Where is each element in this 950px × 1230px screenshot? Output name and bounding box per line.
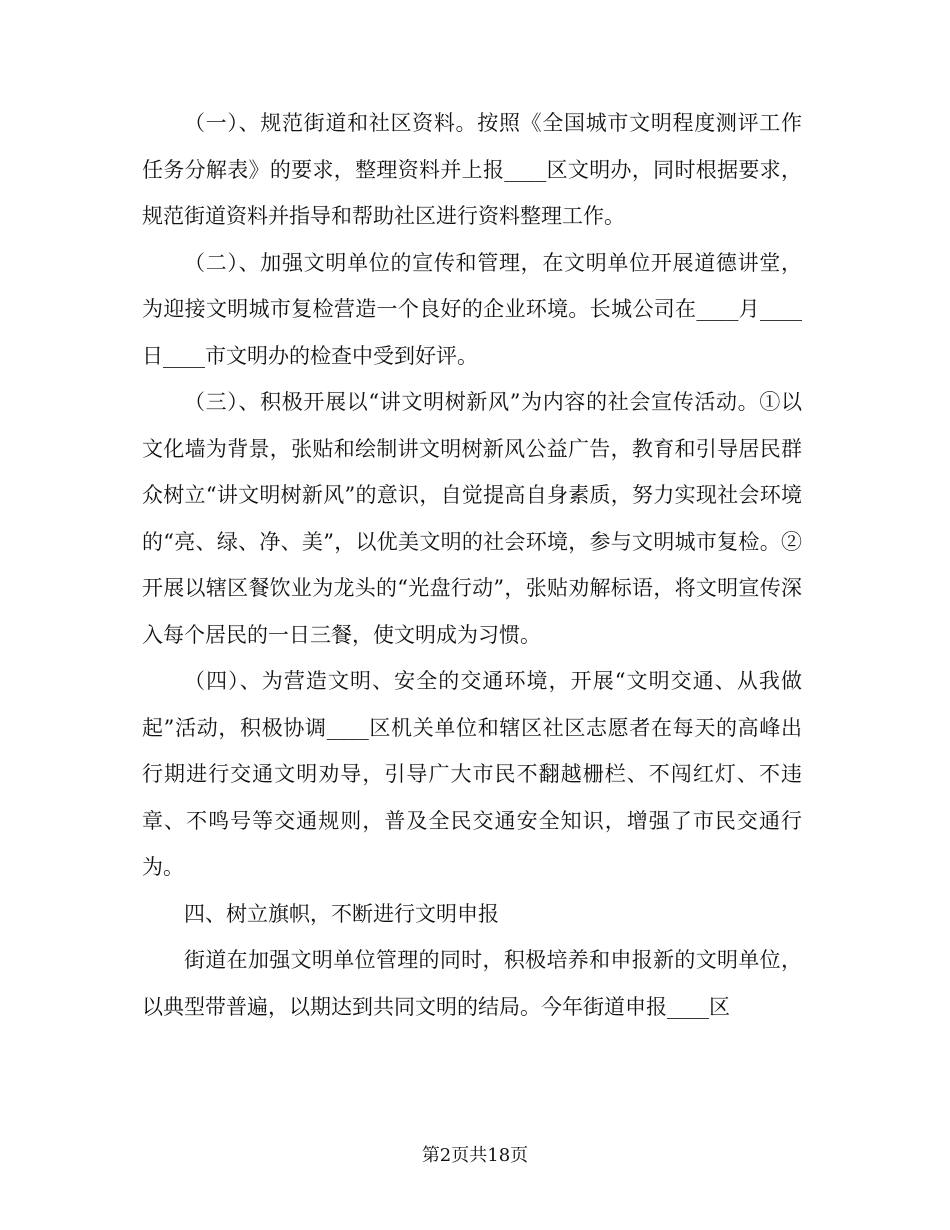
page-number-footer: 第2页共18页 (421, 1145, 529, 1166)
document-body (142, 100, 802, 1030)
paragraph-publicity-campaign: （三）、积极开展以“讲文明树新风”为内容的社会宣传活动。①以文化墙为背景，张贴和绘制讲文明树新风公益广告，教育和引导居民群众树立“讲文明树新风”的意识，自觉提高自身素质，努力实现社会环境的“亮、绿、净、美”，以优美文明的社会环境，参与文明城市复检。②开展以辖区餐饮业为龙头的“光盘行动”，张贴劝解标语，将文明宣传深入每个居民的一日三餐，使文明成为习惯。 (142, 390, 802, 647)
paragraph-standardize-records: （一）、规范街道和社区资料。按照《全国城市文明程度测评工作任务分解表》的要求，整理资料并上报____区文明办，同时根据要求，规范街道资料并指导和帮助社区进行资料整理工作。 (142, 111, 802, 228)
paragraph-civilized-units: （二）、加强文明单位的宣传和管理，在文明单位开展道德讲堂，为迎接文明城市复检营造一个良好的企业环境。长城公司在____月____日____市文明办的检查中受到好评。 (142, 250, 802, 368)
paragraph-traffic-campaign: （四）、为营造文明、安全的交通环境，开展“文明交通、从我做起”活动，积极协调____区机关单位和辖区社区志愿者在每天的高峰出行期进行交通文明劝导，引导广大市民不翻越栅栏、不闯红灯、不违章、不鸣号等交通规则，普及全民交通安全知识，增强了市民交通行为。 (142, 669, 802, 879)
section-heading-four: 四、树立旗帜，不断进行文明申报 (184, 901, 499, 926)
paragraph-civilization-application: 街道在加强文明单位管理的同时，积极培养和申报新的文明单位，以典型带普遍，以期达到共同文明的结局。今年街道申报____区 (142, 948, 802, 1019)
